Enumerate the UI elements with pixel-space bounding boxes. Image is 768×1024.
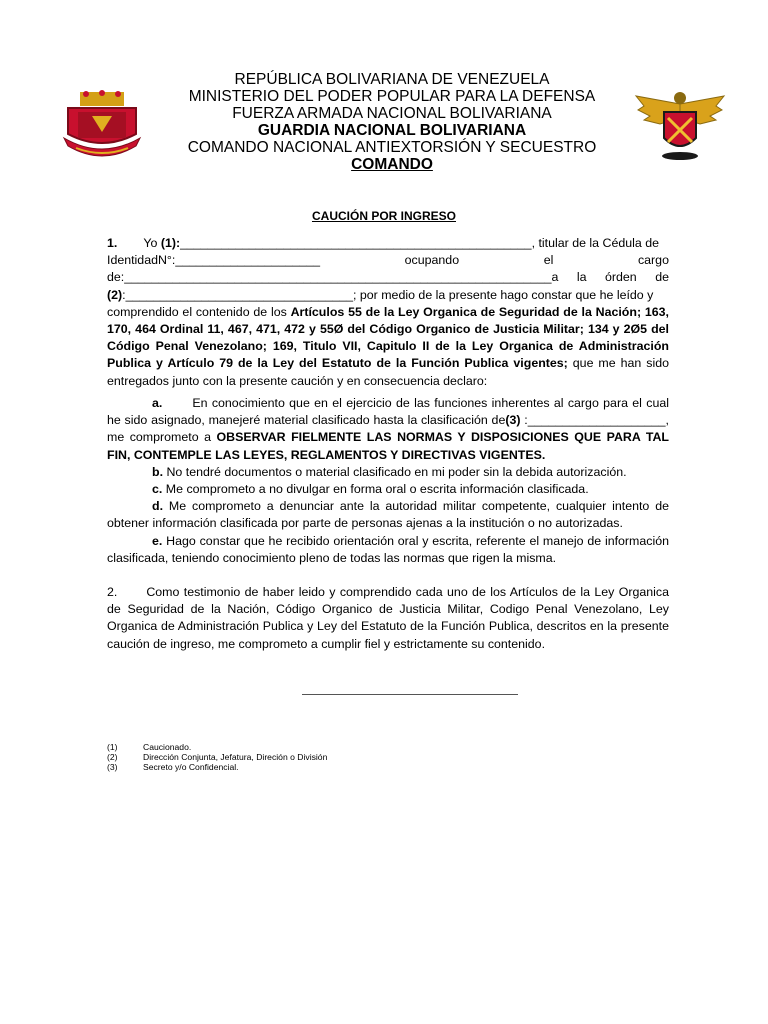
signature-line [302, 694, 518, 695]
header-national-guard: GUARDIA NACIONAL BOLIVARIANA [257, 122, 527, 139]
titular-text: , titular de la Cédula de [531, 236, 659, 250]
header-ministry: MINISTERIO DEL PODER POPULAR PARA LA DEFENSA [188, 88, 596, 105]
identity-line: IdentidadN°:_____________________ ocupando el cargo [107, 253, 669, 268]
footnotes [107, 742, 327, 773]
item-d: d. Me comprometo a denunciar ante la autoridad militar competente, cualquier intento de obtener información clasificada por parte de personas ajenas a la institución o no autorizadas. [107, 499, 669, 531]
item-a: a. En conocimiento que en el ejercicio de las funciones inherentes al cargo para el cual he sido asignado, manejeré material clasificado hasta la clasificación de(3) :____________________, me comprometo a OBSERVAR FIELMENTE LAS NORMAS Y DISPOSICIONES QUE PARA TAL FIN, CONTEMPLE LAS LEYES, REGLAMENTOS Y DIRECTIVAS VIGENTES. [107, 396, 669, 462]
document-header [160, 71, 624, 173]
position-line: de:______________________________________________________________a la órden de [107, 270, 669, 285]
yo-label: Yo [143, 236, 158, 250]
paragraph-2: 2. Como testimonio de haber leido y comprendido cada uno de los Artículos de la Ley Organica de Seguridad de la Nación, Código Organico de Justicia Militar, Codigo Penal Venezolano, Ley Organica de Administración Publica y Ley del Estatuto de la Función Publica, descritos en la presente caución de ingreso, me comprometo a cumplir fiel y estrictamente su contenido. [107, 585, 669, 651]
coat-of-arms-emblem [62, 90, 142, 165]
paragraph-1-number: 1. [107, 236, 118, 250]
document-title: CAUCIÓN POR INGRESO [311, 209, 456, 223]
footnote-ref-1: (1): [160, 236, 181, 250]
header-command-unit: COMANDO NACIONAL ANTIEXTORSIÓN Y SECUESTRO [187, 139, 597, 156]
header-command: COMANDO [351, 156, 433, 173]
header-republic: REPÚBLICA BOLIVARIANA DE VENEZUELA [234, 71, 550, 88]
item-b: b. No tendré documentos o material clasificado en mi poder sin la debida autorización. [152, 464, 627, 479]
header-armed-forces: FUERZA ARMADA NACIONAL BOLIVARIANA [232, 105, 552, 122]
footnote-ref-3: (3) [505, 413, 521, 428]
footnote-2: (2) Dirección Conjunta, Jefatura, Direción o División [107, 752, 328, 763]
paragraph-2-number: 2. [107, 585, 118, 599]
order-blank-text: :_________________________________; por medio de la presente hago constar que he leído y [122, 287, 654, 302]
declaration-items [107, 395, 669, 567]
item-e: e. Hago constar que he recibido orientación oral y escrita, referente el manejo de información clasificada, teniendo conocimiento pleno de todas las normas que rigen la misma. [107, 533, 669, 565]
articles-list: Artículos 55 de la Ley Organica de Seguridad de la Nación; 163, 170, 464 Ordinal 11, 467, 471, 472 y 55Ø del Código Organico de Justicia Militar; 134 y 2Ø5 del Código Penal Venezolano; 169, Titulo VII, Capitulo II de la Ley Organica de Administración Publica y Artículo 79 de la Ley del Estatuto de la Función Publica vigentes; [107, 304, 669, 371]
footnote-ref-2: (2) [107, 287, 123, 302]
name-blank: ___________________________________________________ [180, 236, 532, 250]
footnote-1: (1) Caucionado. [107, 742, 192, 752]
paragraph-1 [107, 235, 669, 390]
item-c: c. Me comprometo a no divulgar en forma oral o escrita información clasificada. [152, 482, 589, 497]
footnote-3: (3) Secreto y/o Confidencial. [107, 762, 239, 773]
articles-text: comprendido el contenido de los Artículos 55 de la Ley Organica de Seguridad de la Nación; 163, 170, 464 Ordinal 11, 467, 471, 472 y 55Ø del Código Organico de Justicia Militar; 134 y 2Ø5 del Código Penal Venezolano; 169, Titulo VII, Capitulo II de la Ley Organica de Administración Publica y Artículo 79 de la Ley del Estatuto de la Función Publica vigentes; que me han sido entregados junto con la presente caución y en consecuencia declaro: [107, 304, 670, 388]
eagle-insignia-emblem [634, 86, 726, 162]
